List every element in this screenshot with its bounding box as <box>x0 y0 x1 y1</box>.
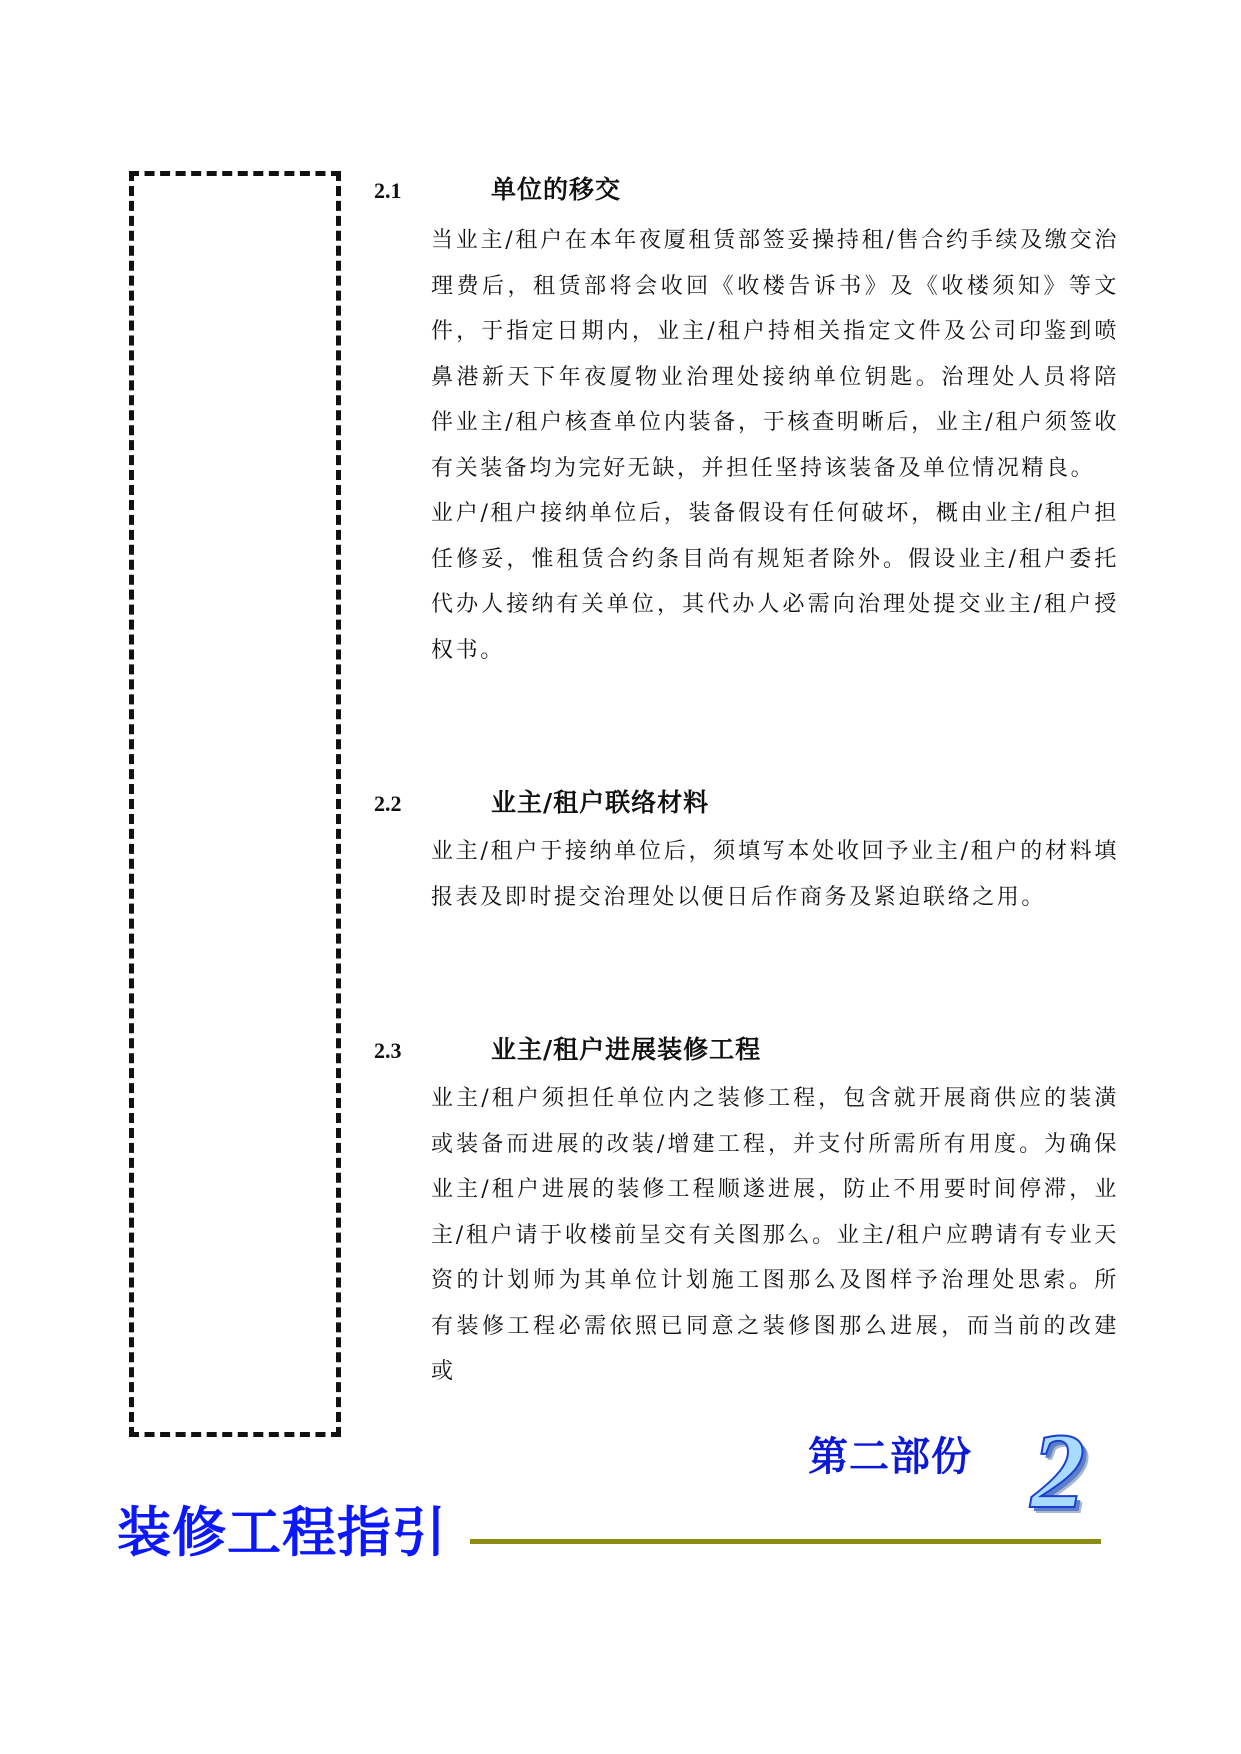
section-2-2 <box>374 783 1119 920</box>
section-paragraph: 业主/租户于接纳单位后，须填写本处收回予业主/租户的材料填报表及即时提交治理处以便日后作商务及紧迫联络之用。 <box>431 839 1119 910</box>
section-number: 2.3 <box>374 1038 402 1063</box>
section-heading <box>374 1030 1119 1070</box>
part-number: 2 <box>1031 1412 1085 1531</box>
section-2-1 <box>374 170 1119 673</box>
section-paragraph: 业主/租户须担任单位内之装修工程，包含就开展商供应的装潢或装备而进展的改装/增建工程，并支付所需所有用度。为确保业主/租户进展的装修工程顺遂进展，防止不用要时间停滞，业主/租户请于收楼前呈交有关图那么。业主/租户应聘请有专业天资的计划师为其单位计划施工图那么及图样予治理处思索。所有装修工程必需依照已同意之装修图那么进展，而当前的改建或 <box>431 1086 1119 1384</box>
section-title: 业主/租户进展装修工程 <box>491 1035 762 1064</box>
section-paragraph: 当业主/租户在本年夜厦租赁部签妥操持租/售合约手续及缴交治理费后，租赁部将会收回《收楼告诉书》及《收楼须知》等文件，于指定日期内，业主/租户持相关指定文件及公司印鉴到喷鼻港新天下年夜厦物业治理处接纳单位钥匙。治理处人员将陪伴业主/租户核查单位内装备，于核查明晰后，业主/租户须签收有关装备均为完好无缺，并担任坚持该装备及单位情况精良。 <box>431 228 1119 481</box>
section-number: 2.1 <box>374 178 402 203</box>
section-2-3 <box>374 1030 1119 1395</box>
section-number: 2.2 <box>374 791 402 816</box>
section-heading <box>374 170 1119 210</box>
guide-title: 装修工程指引 <box>117 1501 447 1564</box>
section-paragraph: 业户/租户接纳单位后，装备假设有任何破坏，概由业主/租户担任修妥，惟租赁合约条目尚有规矩者除外。假设业主/租户委托代办人接纳有关单位，其代办人必需向治理处提交业主/租户授权书。 <box>431 501 1119 663</box>
section-title: 业主/租户联络材料 <box>491 788 710 817</box>
title-underline <box>470 1539 1101 1544</box>
section-title: 单位的移交 <box>491 175 622 204</box>
part-label: 第二部份 <box>808 1434 972 1480</box>
section-heading <box>374 783 1119 823</box>
dashed-frame <box>129 171 341 1437</box>
